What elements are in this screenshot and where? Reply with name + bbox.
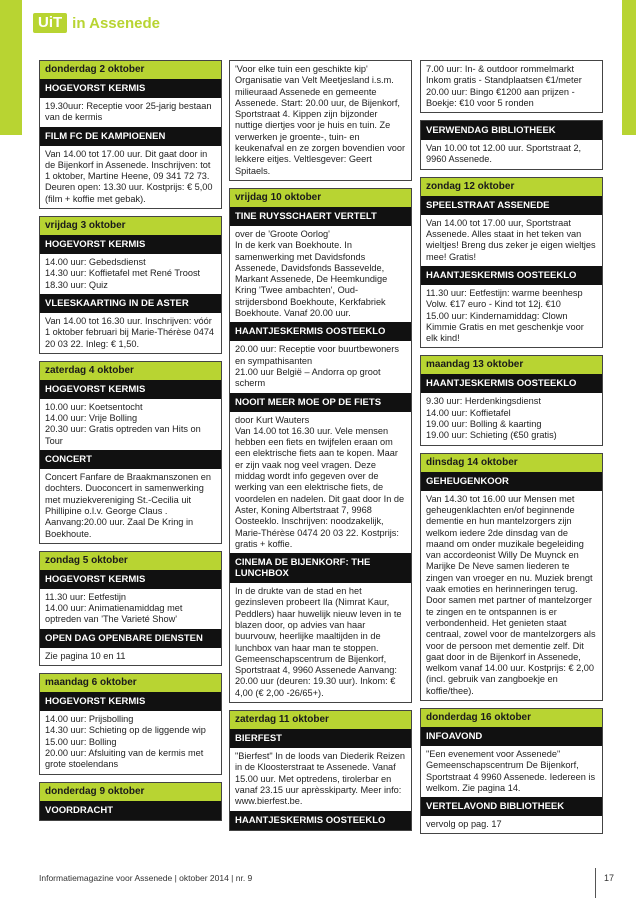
event-body: "Bierfest" In de loods van Diederik Reizen in de Kloosterstraat te Assenede. Vanaf 15.00 uur. Met optredens, tirolerbar en vanaf 23.15 uur aprèsskiparty. Meer info: www.bierfest.be. xyxy=(235,751,405,807)
event-title: VOORDRACHT xyxy=(40,801,221,820)
event-title: HOGEVORST KERMIS xyxy=(40,235,221,254)
continued-box xyxy=(229,60,412,181)
day-header: donderdag 2 oktober xyxy=(40,61,221,79)
day-block xyxy=(39,673,222,774)
logo-mark: UiT xyxy=(33,13,67,33)
footer-text: Informatiemagazine voor Assenede | oktober 2014 | nr. 9 xyxy=(39,873,253,883)
day-header: zaterdag 4 oktober xyxy=(40,362,221,380)
event-title: HOGEVORST KERMIS xyxy=(40,570,221,589)
event-body: 11.30 uur: Eetfestijn 14.00 uur: Animatienamiddag met optreden van 'The Varieté Show' xyxy=(45,591,183,625)
event-body: 14.00 uur: Prijsbolling 14.30 uur: Schieting op de liggende wip 15.00 uur: Bolling 20.00 uur: Afsluiting van de kermis met grote stoelendans xyxy=(45,714,206,770)
accent-bar-right xyxy=(622,0,636,135)
day-block xyxy=(39,551,222,666)
uit-logo xyxy=(33,12,160,34)
event-title: HAANTJESKERMIS OOSTEEKLO xyxy=(230,322,411,341)
event-body: Van 10.00 tot 12.00 uur. Sportstraat 2, 9960 Assenede. xyxy=(426,143,582,165)
event-title: HOGEVORST KERMIS xyxy=(40,380,221,399)
event-body: Van 14.00 tot 16.30 uur. Inschrijven: vóór 1 oktober februari bij Marie-Thérèse 0474 20 03 22. Inleg: € 1,50. xyxy=(45,315,215,349)
event-title: SPEELSTRAAT ASSENEDE xyxy=(421,196,602,215)
event-title: HAANTJESKERMIS OOSTEEKLO xyxy=(421,266,602,285)
column-1 xyxy=(39,60,222,828)
day-block xyxy=(420,453,603,701)
event-title: HOGEVORST KERMIS xyxy=(40,79,221,98)
event-title: FILM FC DE KAMPIOENEN xyxy=(40,127,221,146)
day-header: vrijdag 3 oktober xyxy=(40,217,221,235)
page-divider xyxy=(595,868,596,898)
day-header: maandag 13 oktober xyxy=(421,356,602,374)
day-header: zaterdag 11 oktober xyxy=(230,711,411,729)
event-body: vervolg op pag. 17 xyxy=(426,819,502,830)
event-body: 11.30 uur: Eetfestijn: warme beenhesp Volw. €17 euro - Kind tot 12j. €10 15.00 uur: Kindernamiddag: Clown Kimmie Gratis en met geschenkje voor elk kind! xyxy=(426,287,584,344)
event-body: 10.00 uur: Koetsentocht 14.00 uur: Vrije Bolling 20.30 uur: Gratis optreden van Hits on Tour xyxy=(45,401,201,446)
event-title: TINE RUYSSCHAERT VERTELT xyxy=(230,207,411,226)
event-title: HAANTJESKERMIS OOSTEEKLO xyxy=(421,374,602,393)
day-block xyxy=(420,120,603,170)
day-block xyxy=(229,710,412,830)
top-bar xyxy=(0,0,636,42)
continued-box xyxy=(420,60,603,113)
accent-bar-left xyxy=(0,0,22,135)
event-body: over de 'Groote Oorlog' In de kerk van Boekhoute. In samenwerking met Davidsfonds Assenede, Davidsfonds Bassevelde, Markant Assenede, De Heemkundige Kring 'Twee ambachten', Oud-strijdersbond Boekhoute, Kerkfabriek Boekhoute. Vanaf 20.00 uur. xyxy=(235,228,388,319)
event-body: Concert Fanfare de Braakmanszonen en dochters. Duoconcert in samenwerking met muziekvereniging St.-Cecilia uit Phillipine o.l.v. George Claus . Aanvang:20.00 uur. Zaal De Kring in Boekhoute. xyxy=(45,472,211,539)
event-body: "Een evenement voor Assenede" Gemeenschapscentrum De Bijenkorf, Sportstraat 4 9960 Assenede. Iedereen is welkom. Zie pagina 14. xyxy=(426,748,596,793)
page-number: 17 xyxy=(603,873,614,883)
event-title: BIERFEST xyxy=(230,729,411,748)
day-header: donderdag 16 oktober xyxy=(421,709,602,727)
event-body: 14.00 uur: Gebedsdienst 14.30 uur: Koffietafel met René Troost 18.30 uur: Quiz xyxy=(45,257,201,290)
day-header: zondag 5 oktober xyxy=(40,552,221,570)
day-block xyxy=(420,708,603,834)
event-title: NOOIT MEER MOE OP DE FIETS xyxy=(230,393,411,412)
event-body: 'Voor elke tuin een geschikte kip' Organisatie van Velt Meetjesland i.s.m. milieuraad Assenede en gemeente Assenede. Start: 20.00 uur, de Bijenkorf, Sportstraat 4. Kippen zijn bijzonder nuttige diertjes voor je huis en tuin. Ze verwerken je groente-, tuin- en keukenafval en ze zorgen bovendien voor lekkere eitjes. Veltlesgever: Geert Spitaels. xyxy=(235,64,406,176)
event-title: OPEN DAG OPENBARE DIENSTEN xyxy=(40,629,221,648)
day-block xyxy=(420,355,603,445)
day-header: dinsdag 14 oktober xyxy=(421,454,602,472)
event-body: Van 14.00 tot 17.00 uur, Sportstraat Assenede. Alles staat in het teken van wieltjes! Breng dus zeker je eigen wieltjes mee! Gratis! xyxy=(426,217,596,262)
column-2 xyxy=(229,60,412,838)
day-header: zondag 12 oktober xyxy=(421,178,602,196)
event-title: CONCERT xyxy=(40,450,221,469)
column-3 xyxy=(420,60,603,841)
logo-town: in Assenede xyxy=(72,14,160,32)
event-body: Van 14.30 tot 16.00 uur Mensen met geheugenklachten en/of beginnende dementie en hun mantelzorgers zijn welkom iedere 2de dinsdag van de maand om onder muzikale begeleiding van accordeonist Willy De Muynck en Marijke De Neve samen liederen te zingen van vroeger en nu. Muziek brengt vaak emoties en herinneringen terug. Door samen met partner of mantelzorger te zingen en te ontspannen is er verbondenheid. Het genieten staat centraal, zowel voor de mantelzorgers als voor de persoon met dementie zelf. Dit gaat door in de Bijenkorf in Assenede, welkom vanaf 14.00 uur. Kostprijs: € 2,00 (incl. gebruik van zangboekje en koffie/thee). xyxy=(426,493,596,696)
event-title: HOGEVORST KERMIS xyxy=(40,692,221,711)
event-title: VLEESKAARTING IN DE ASTER xyxy=(40,294,221,313)
day-block xyxy=(39,60,222,209)
event-title: CINEMA DE BIJENKORF: THE LUNCHBOX xyxy=(230,553,411,583)
event-body: 20.00 uur: Receptie voor buurtbewoners en sympathisanten 21.00 uur België – Andorra op groot scherm xyxy=(235,344,399,389)
event-title: GEHEUGENKOOR xyxy=(421,472,602,491)
day-header: vrijdag 10 oktober xyxy=(230,189,411,207)
event-title: VERWENDAG BIBLIOTHEEK xyxy=(421,121,602,140)
event-body: 19.30uur: Receptie voor 25-jarig bestaan van de kermis xyxy=(45,101,212,123)
event-body: 7.00 uur: In- & outdoor rommelmarkt Inkom gratis - Standplaatsen €1/meter 20.00 uur: Bingo €1200 aan prijzen - Boekje: €10 voor 5 ronden xyxy=(426,64,582,108)
day-block xyxy=(39,361,222,544)
event-title: VERTELAVOND BIBLIOTHEEK xyxy=(421,797,602,816)
day-header: maandag 6 oktober xyxy=(40,674,221,692)
day-block xyxy=(39,216,222,354)
event-title: INFOAVOND xyxy=(421,727,602,746)
day-block xyxy=(420,177,603,349)
event-body: 9.30 uur: Herdenkingsdienst 14.00 uur: Koffietafel 19.00 uur: Bolling & kaarting 19.00 uur: Schieting (€50 gratis) xyxy=(426,396,557,441)
event-body: Van 14.00 tot 17.00 uur. Dit gaat door in de Bijenkorf in Assenede. Inschrijven: tot 1 oktober, Martine Heene, 09 341 72 73. Deuren open: 13.30 uur. Kostprijs: € 5,00 (film + koffie met gebak). xyxy=(45,148,213,204)
event-body: Zie pagina 10 en 11 xyxy=(45,650,126,661)
event-body: door Kurt Wauters Van 14.00 tot 16.30 uur. Vele mensen hebben een fiets en twijfelen eraan om een elektrische fiets aan te kopen. Maar er zijn vaak nog veel vragen. Deze middag wordt info gegeven over de werking van een elektrische fiets, de voordelen en nadelen. Dit gaat door In de Aster, Koning Albertstraat 7, 9968 Oosteeklo. Inschrijven: noodzakelijk, Marie-Thérèse 0474 20 03 22. Kostprijs: gratis + koffie. xyxy=(235,414,405,549)
day-block xyxy=(229,188,412,703)
day-block xyxy=(39,782,222,821)
day-header: donderdag 9 oktober xyxy=(40,783,221,801)
event-title: HAANTJESKERMIS OOSTEEKLO xyxy=(230,811,411,830)
event-body: In de drukte van de stad en het gezinsleven probeert Ila (Nimrat Kaur, Peddlers) haar huwelijk nieuw leven in te blazen door, op advies van haar buurvouw, heerlijke maaltijden in de lunchbox van haar man te stoppen. Gemeenschapscentrum de Bijenkorf, Sportstraat 4, 9960 Assenede Aanvang: 20.00 uur (deuren: 19.30 uur). Inkom: € 4,00 (€ 2,00 -26/65+). xyxy=(235,586,402,698)
